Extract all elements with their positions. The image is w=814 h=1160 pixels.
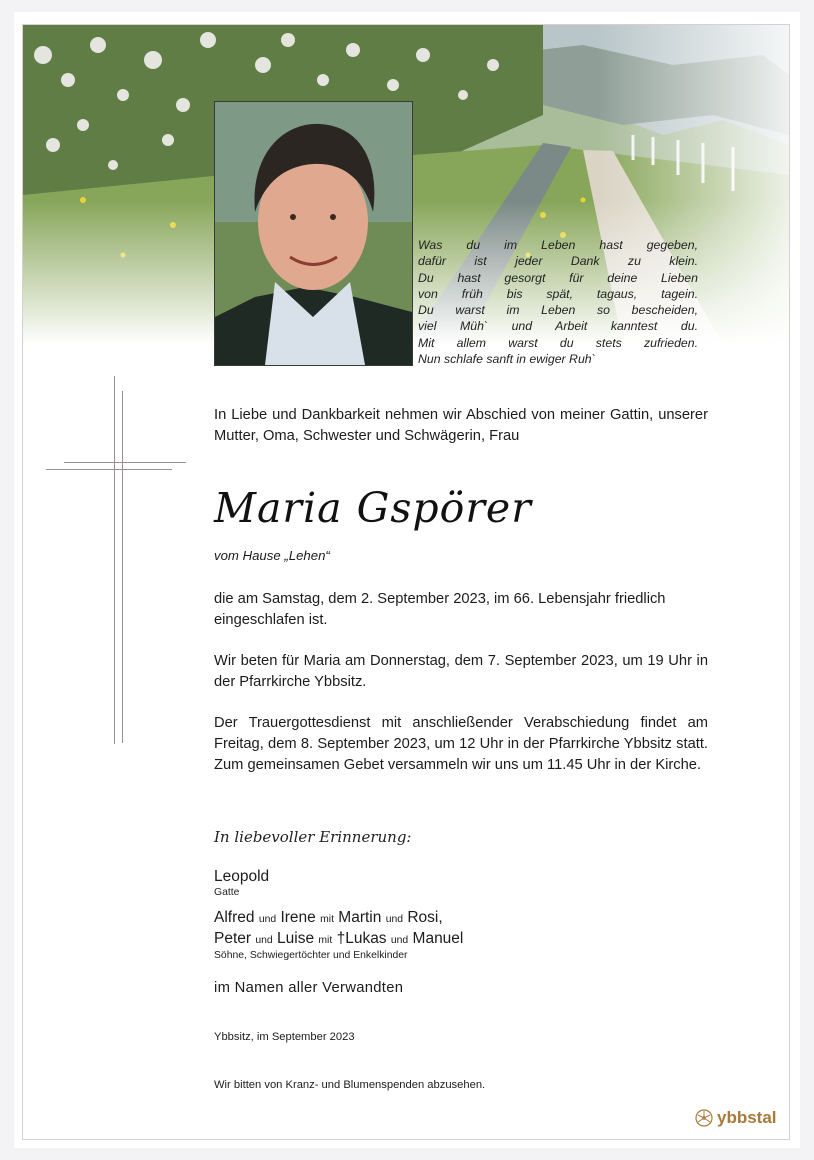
poem-line: Mit allem warst du stets zufrieden. [418, 335, 698, 350]
donation-request: Wir bitten von Kranz- und Blumenspenden abzusehen. [214, 1079, 486, 1091]
cross-icon-bar [64, 462, 186, 463]
children-role: Söhne, Schwiegertöchter und Enkelkinder [214, 950, 408, 961]
family-line-2 [214, 930, 463, 948]
relatives-line: im Namen aller Verwandten [214, 980, 404, 996]
poem-line: von früh bis spät, tagaus, tagein. [418, 286, 698, 301]
memorial-poem [418, 237, 698, 367]
intro-text: In Liebe und Dankbarkeit nehmen wir Abschied von meiner Gattin, unserer Mutter, Oma, Schwester und Schwägerin, Frau [214, 407, 708, 444]
logo-text: ybbstal [717, 1108, 777, 1127]
poem-line: Du warst im Leben so bescheiden, [418, 303, 698, 318]
family-member-name: Peter [214, 930, 252, 947]
cross-icon-bar [46, 469, 172, 470]
family-member-name: Rosi, [407, 909, 443, 926]
poem-line: Was du im Leben hast gegeben, [418, 238, 698, 252]
prayer-notice: Wir beten für Maria am Donnerstag, dem 7. September 2023, um 19 Uhr in der Pfarrkirche Ybbsitz. [214, 653, 708, 690]
family-member-name: Martin [338, 909, 382, 926]
poem-line: Nun schlafe sanft in ewiger Ruh` [418, 352, 596, 367]
connector-word: und [385, 914, 404, 925]
family-member-name: Alfred [214, 909, 255, 926]
service-notice: Der Trauergottesdienst mit anschließender Verabschiedung findet am Freitag, dem 8. September 2023, um 12 Uhr in der Pfarrkirche Ybbsitz statt. Zum gemeinsamen Gebet versammeln wir uns um 11.45 Uhr in der Kirche. [214, 715, 708, 773]
family-line-1 [214, 909, 443, 927]
family-member-name: Luise [277, 930, 315, 947]
deceased-name: Maria Gspörer [214, 484, 532, 532]
family-member-name: †Lukas [336, 930, 387, 947]
house-name: vom Hause „Lehen“ [214, 548, 330, 563]
connector-word: und [258, 914, 277, 925]
ybbstal-logo [694, 1108, 777, 1128]
connector-word: mit [318, 935, 333, 946]
connector-word: und [255, 935, 273, 946]
portrait-photo [214, 101, 413, 366]
spouse-role: Gatte [214, 887, 240, 898]
connector-word: und [390, 935, 409, 946]
death-notice: die am Samstag, dem 2. September 2023, im 66. Lebensjahr friedlich eingeschlafen ist. [214, 591, 666, 628]
dandelion-icon [694, 1108, 714, 1128]
connector-word: mit [320, 914, 334, 925]
cross-icon [114, 376, 115, 744]
poem-line: viel Müh` und Arbeit kanntest du. [418, 319, 698, 334]
poem-line: Du hast gesorgt für deine Lieben [418, 270, 698, 285]
spouse-name: Leopold [214, 868, 270, 885]
poem-line: dafür ist jeder Dank zu klein. [418, 254, 698, 269]
memory-heading: In liebevoller Erinnerung: [214, 828, 412, 846]
family-member-name: Irene [280, 909, 316, 926]
place-date: Ybbsitz, im September 2023 [214, 1031, 355, 1043]
family-member-name: Manuel [412, 930, 464, 947]
cross-icon-line [122, 391, 123, 743]
